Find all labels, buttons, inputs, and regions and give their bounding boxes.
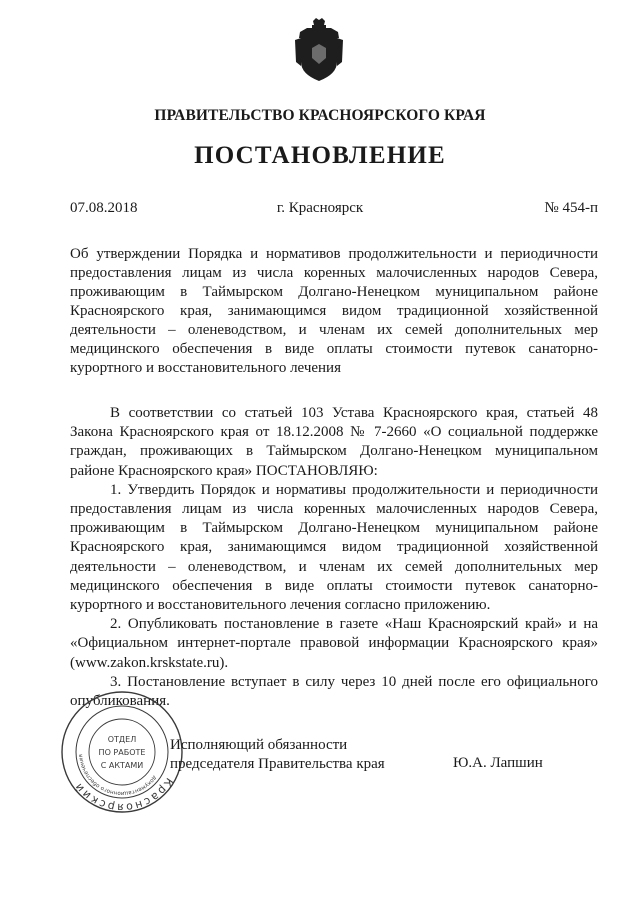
document-number: № 454-п: [544, 200, 598, 216]
document-subject: Об утверждении Порядка и нормативов продолжительности и периодичности предоставления лицам из числа коренных малочисленных народов Севера, проживающим в Таймырском Долгано-Ненецком муниципальном районе Красноярского края, занимающимся видом традиционной хозяйственной деятельности – оленеводством, и членам их семей дополнительных мер медицинского обеспечения в виде оплаты стоимости путевок санаторно-курортного и восстановительного лечения: [70, 246, 598, 376]
signatory-title: [170, 736, 385, 774]
body-item-2: 2. Опубликовать постановление в газете «Наш Красноярский край» и на «Официальном интернет-портале правовой информации Красноярского края» (www.zakon.krskstate.ru).: [70, 616, 598, 671]
body-item-3: 3. Постановление вступает в силу через 10 дней после его официального опубликования.: [70, 673, 598, 710]
signatory-title-line-1: Исполняющий обязанности: [170, 737, 348, 753]
stamp-center-line-3: С АКТАМИ: [100, 761, 144, 770]
document-date: 07.08.2018: [70, 200, 138, 216]
official-stamp: [60, 690, 184, 814]
document-city: г. Красноярск: [276, 200, 364, 216]
body-preamble: В соответствии со статьей 103 Устава Красноярского края, статьей 48 Закона Красноярского края от 18.12.2008 № 7-2660 «О социальной поддержке граждан, проживающих в Таймырском Долгано-Ненецком муниципальном районе Красноярского края» ПОСТАНОВЛЯЮ:: [70, 405, 598, 479]
organization-title: ПРАВИТЕЛЬСТВО КРАСНОЯРСКОГО КРАЯ: [154, 107, 486, 124]
stamp-inner-text: документационного обеспечения: [78, 753, 158, 797]
signatory-title-line-2: председателя Правительства края: [170, 756, 385, 772]
stamp-center-line-1: ОТДЕЛ: [107, 735, 137, 744]
signatory-name: Ю.А. Лапшин: [453, 755, 543, 771]
body-item-1: 1. Утвердить Порядок и нормативы продолжительности и периодичности предоставления лицам из числа коренных малочисленных народов Севера, проживающим в Таймырском Долгано-Ненецком муниципальном районе Красноярского края, занимающимся видом традиционной хозяйственной деятельности – оленеводством, и членам их семей дополнительных мер медицинского обеспечения в виде оплаты стоимости путевок санаторно-курортного и восстановительного лечения согласно приложению.: [70, 481, 598, 614]
document-body: [70, 404, 598, 711]
document-type: ПОСТАНОВЛЕНИЕ: [194, 142, 446, 169]
stamp-outer-text: Красноярский: [70, 775, 177, 814]
stamp-center-line-2: ПО РАБОТЕ: [98, 748, 146, 757]
coat-of-arms-icon: [293, 18, 345, 82]
